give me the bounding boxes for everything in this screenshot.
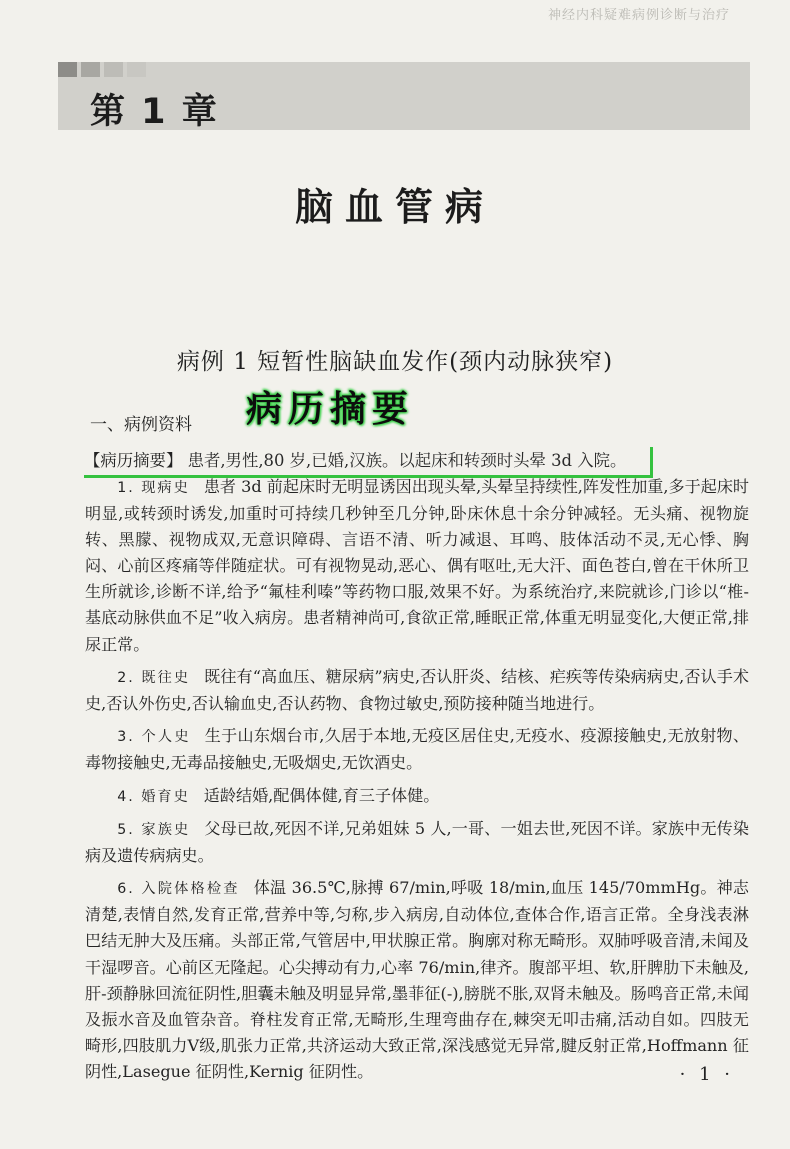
case-body [85, 474, 749, 1091]
page-number: · 1 · [679, 1064, 734, 1085]
band-decoration [58, 62, 146, 77]
running-head: 神经内科疑难病例诊断与治疗 [547, 8, 730, 23]
history-past-paragraph [85, 664, 749, 717]
summary-tag: 【病历摘要】 [84, 451, 183, 470]
paragraph-label: 5. 家族史 [117, 821, 191, 838]
history-family-paragraph [85, 816, 749, 869]
paragraph-label: 2. 既往史 [117, 669, 191, 686]
chapter-title: 脑血管病 [294, 185, 495, 229]
paragraph-label: 4. 婚育史 [117, 788, 190, 805]
summary-stamp: 病历摘要 [245, 389, 414, 430]
paragraph-text: 生于山东烟台市,久居于本地,无疫区居住史,无疫水、疫源接触史,无放射物、毒物接触史,无毒品接触史,无吸烟史,无饮酒史。 [85, 726, 749, 773]
paragraph-text: 既往有“高血压、糖尿病”病史,否认肝炎、结核、疟疾等传染病病史,否认手术史,否认外伤史,否认输血史,否认药物、食物过敏史,预防接种随当地进行。 [85, 666, 750, 713]
history-personal-paragraph [85, 723, 749, 776]
history-present-paragraph [85, 474, 749, 658]
paragraph-label: 6. 入院体格检查 [117, 881, 240, 898]
section-heading: 一、病例资料 [90, 415, 192, 435]
paragraph-label: 3. 个人史 [117, 729, 191, 746]
paragraph-text: 体温 36.5℃,脉搏 67/min,呼吸 18/min,血压 145/70mmHg。神志清楚,表情自然,发育正常,营养中等,匀称,步入病房,自动体位,查体合作,语言正常。全身浅表淋巴结无肿大及压痛。头部正常,气管居中,甲状腺正常。胸廓对称无畸形。双肺呼吸音清,未闻及干湿啰音。心前区无隆起。心尖搏动有力,心率 76/min,律齐。腹部平坦、软,肝脾肋下未触及,肝-颈静脉回流征阴性,胆囊未触及明显异常,墨菲征(-),膀胱不胀,双肾未触及。肠鸣音正常,未闻及振水音及血管杂音。脊柱发育正常,无畸形,生理弯曲存在,棘突无叩击痛,活动自如。四肢无畸形,四肢肌力Ⅴ级,肌张力正常,共济运动大致正常,深浅感觉无异常,腱反射正常,Hoffmann 征阴性,Lasegue 征阴性,Kernig 征阴性。 [85, 878, 750, 1081]
paragraph-text: 适龄结婚,配偶体健,育三子体健。 [203, 785, 440, 805]
paragraph-label: 1. 现病史 [117, 480, 190, 496]
summary-text: 患者,男性,80 岁,已婚,汉族。以起床和转颈时头晕 3d 入院。 [187, 451, 627, 470]
physical-exam-paragraph [85, 875, 749, 1085]
history-marital-paragraph [85, 783, 749, 810]
paragraph-text: 父母已故,死因不详,兄弟姐妹 5 人,一哥、一姐去世,死因不详。家族中无传染病及遗传病病史。 [85, 818, 750, 865]
paragraph-text: 患者 3d 前起床时无明显诱因出现头晕,头晕呈持续性,阵发性加重,多于起床时明显,或转颈时诱发,加重时可持续几秒钟至几分钟,卧床休息十余分钟减轻。无头痛、视物旋转、黑朦、视物成双,无意识障碍、言语不清、听力减退、耳鸣、肢体活动不灵,无心悸、胸闷、心前区疼痛等伴随症状。可有视物晃动,恶心、偶有呕吐,无大汗、面色苍白,曾在干休所卫生所就诊,诊断不详,给予“氟桂利嗪”等药物口服,效果不好。为系统治疗,来院就诊,门诊以“椎-基底动脉供血不足”收入病房。患者精神尚可,食欲正常,睡眠正常,体重无明显变化,大便正常,排尿正常。 [85, 477, 750, 654]
case-title: 病例 1 短暂性脑缺血发作(颈内动脉狭窄) [176, 349, 614, 375]
chapter-label: 第 1 章 [90, 92, 219, 132]
